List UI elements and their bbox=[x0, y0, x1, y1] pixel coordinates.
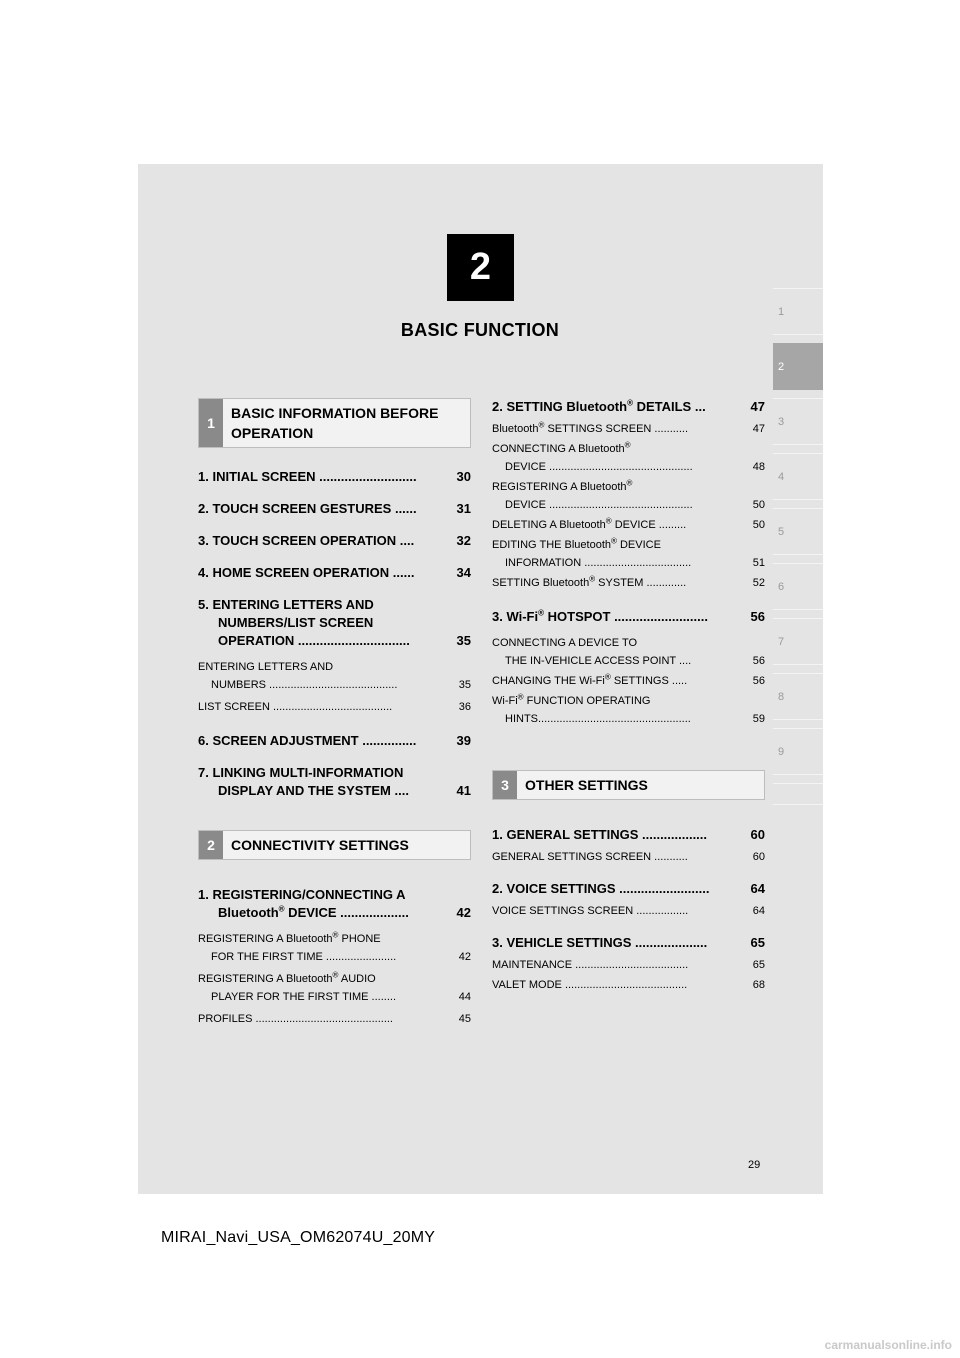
chapter-tabs bbox=[773, 288, 823, 813]
chapter-tab-8[interactable]: 8 bbox=[773, 673, 823, 720]
toc-subentry[interactable]: CHANGING THE Wi-Fi® SETTINGS ..... 56 bbox=[492, 672, 765, 687]
toc-subentry[interactable]: GENERAL SETTINGS SCREEN ........... 60 bbox=[492, 851, 765, 863]
toc-entry[interactable]: 6. SCREEN ADJUSTMENT ............... 39 bbox=[198, 733, 471, 748]
chapter-tab-4[interactable]: 4 bbox=[773, 453, 823, 500]
toc-subentry[interactable]: PROFILES ............................................. 45 bbox=[198, 1013, 471, 1025]
toc-subentry[interactable]: VALET MODE ........................................ 68 bbox=[492, 979, 765, 991]
chapter-title: BASIC FUNCTION bbox=[400, 320, 560, 340]
toc-entry[interactable]: 2. VOICE SETTINGS ......................... 64 bbox=[492, 881, 765, 896]
chapter-tab-blank bbox=[773, 783, 823, 805]
chapter-tab-1[interactable]: 1 bbox=[773, 288, 823, 335]
chapter-tab-2[interactable]: 2 bbox=[773, 343, 823, 390]
toc-subentry[interactable]: SETTING Bluetooth® SYSTEM ............. 52 bbox=[492, 574, 765, 589]
chapter-tab-3[interactable]: 3 bbox=[773, 398, 823, 445]
chapter-tab-7[interactable]: 7 bbox=[773, 618, 823, 665]
toc-subentry[interactable]: DELETING A Bluetooth® DEVICE ......... 50 bbox=[492, 516, 765, 531]
section-title: CONNECTIVITY SETTINGS bbox=[231, 837, 409, 853]
toc-subentry[interactable]: ENTERING LETTERS AND NUMBERS .......................................... 35 bbox=[198, 661, 471, 691]
section-title: BASIC INFORMATION BEFORE OPERATION bbox=[231, 405, 439, 441]
toc-subentry[interactable]: VOICE SETTINGS SCREEN ................. 64 bbox=[492, 905, 765, 917]
toc-entry[interactable]: 3. TOUCH SCREEN OPERATION .... 32 bbox=[198, 533, 471, 548]
watermark: carmanualsonline.info bbox=[824, 1338, 952, 1352]
toc-entry[interactable]: 2. TOUCH SCREEN GESTURES ...... 31 bbox=[198, 501, 471, 516]
section-header-2 bbox=[198, 830, 471, 860]
toc-entry[interactable]: 1. REGISTERING/CONNECTING A Bluetooth® DEVICE ................... 42 bbox=[198, 887, 471, 920]
section-header-1 bbox=[198, 398, 471, 448]
chapter-number-box bbox=[447, 234, 514, 301]
toc-subentry[interactable]: EDITING THE Bluetooth® DEVICE INFORMATION ................................... 51 bbox=[492, 536, 765, 569]
toc-entry[interactable]: 3. VEHICLE SETTINGS .................... 65 bbox=[492, 935, 765, 950]
toc-subentry[interactable]: MAINTENANCE ..................................... 65 bbox=[492, 959, 765, 971]
chapter-tab-9[interactable]: 9 bbox=[773, 728, 823, 775]
toc-subentry[interactable]: REGISTERING A Bluetooth® AUDIO PLAYER FOR THE FIRST TIME ........ 44 bbox=[198, 970, 471, 1003]
toc-right-column bbox=[492, 398, 765, 994]
toc-entry[interactable]: 2. SETTING Bluetooth® DETAILS ... 47 bbox=[492, 398, 765, 414]
toc-entry[interactable]: 1. GENERAL SETTINGS .................. 60 bbox=[492, 827, 765, 842]
toc-entry[interactable]: 1. INITIAL SCREEN ........................... 30 bbox=[198, 469, 471, 484]
section-header-3 bbox=[492, 770, 765, 800]
toc-entry[interactable]: 4. HOME SCREEN OPERATION ...... 34 bbox=[198, 565, 471, 580]
toc-subentry[interactable]: CONNECTING A Bluetooth® DEVICE ............................................... 48 bbox=[492, 440, 765, 473]
toc-subentry[interactable]: Wi-Fi® FUNCTION OPERATING HINTS.................................................. 59 bbox=[492, 692, 765, 725]
toc-subentry[interactable]: REGISTERING A Bluetooth® DEVICE ............................................... 50 bbox=[492, 478, 765, 511]
toc-entry[interactable]: 3. Wi-Fi® HOTSPOT .......................... 56 bbox=[492, 608, 765, 624]
chapter-number: 2 bbox=[469, 246, 492, 288]
toc-subentry[interactable]: Bluetooth® SETTINGS SCREEN ........... 47 bbox=[492, 420, 765, 435]
document-code: MIRAI_Navi_USA_OM62074U_20MY bbox=[161, 1229, 436, 1246]
chapter-tab-6[interactable]: 6 bbox=[773, 563, 823, 610]
toc-entry[interactable]: 7. LINKING MULTI-INFORMATION DISPLAY AND THE SYSTEM .... 41 bbox=[198, 765, 471, 798]
toc-subentry[interactable]: CONNECTING A DEVICE TO THE IN-VEHICLE ACCESS POINT .... 56 bbox=[492, 637, 765, 667]
page-number: 29 bbox=[748, 1159, 761, 1171]
section-number: 1 bbox=[199, 399, 223, 447]
section-title: OTHER SETTINGS bbox=[525, 777, 648, 793]
toc-entry[interactable]: 5. ENTERING LETTERS AND NUMBERS/LIST SCREEN OPERATION ............................... 35 bbox=[198, 597, 471, 648]
chapter-tab-5[interactable]: 5 bbox=[773, 508, 823, 555]
toc-subentry[interactable]: LIST SCREEN ....................................... 36 bbox=[198, 701, 471, 713]
section-number: 3 bbox=[493, 771, 517, 799]
toc-left-column bbox=[198, 398, 471, 1028]
section-number: 2 bbox=[199, 831, 223, 859]
toc-subentry[interactable]: REGISTERING A Bluetooth® PHONE FOR THE FIRST TIME ....................... 42 bbox=[198, 930, 471, 963]
